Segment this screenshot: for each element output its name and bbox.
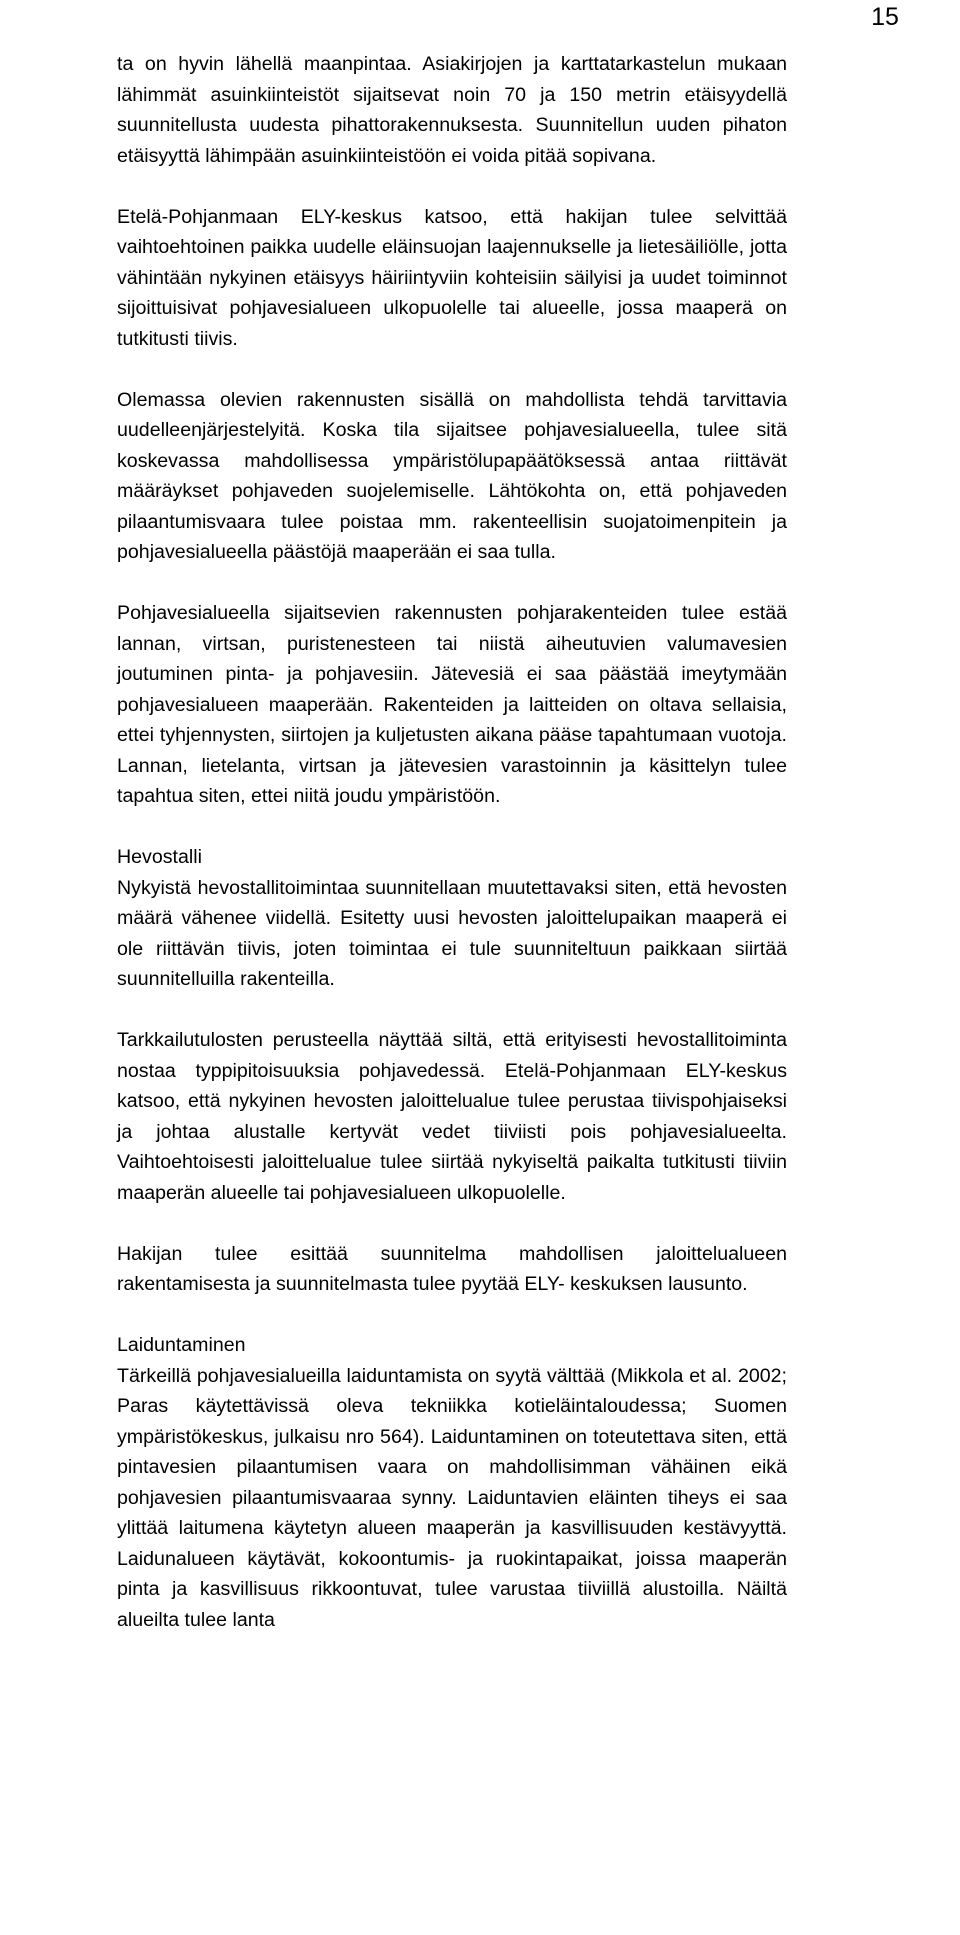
paragraph-6: Tarkkailutulosten perusteella näyttää siltä, että erityisesti hevostallitoiminta nostaa typpipitoisuuksia pohjavedessä. Etelä-Pohjanmaan ELY-keskus katsoo, että nykyinen hevosten jaloittelualue tulee perustaa tiivispohjaiseksi ja johtaa alustalle kertyvät vedet tiiviisti pois pohjavesialueelta. Vaihtoehtoisesti jaloittelualue tulee siirtää nykyiseltä paikalta tutkitusti tiiviin maaperän alueelle tai pohjavesialueen ulkopuolelle. [117,1029,787,1204]
paragraph-4: Pohjavesialueella sijaitsevien rakennusten pohjarakenteiden tulee estää lannan, virtsan, puristenesteen tai niistä aiheutuvien valumavesien joutuminen pinta- ja pohjavesiin. Jätevesiä ei saa päästää imeytymään pohjavesialueen maaperään. Rakenteiden ja laitteiden on oltava sellaisia, ettei tyhjennysten, siirtojen ja kuljetusten aikana pääse tapahtumaan vuotoja. Lannan, lietelanta, virtsan ja jätevesien varastoinnin ja käsittelyn tulee tapahtua siten, ettei niitä joudu ympäristöön. [117,602,787,807]
paragraph-2: Etelä-Pohjanmaan ELY-keskus katsoo, että hakijan tulee selvittää vaihtoehtoinen paikka uudelle eläinsuojan laajennukselle ja lietesäiliölle, jotta vähintään nykyinen etäisyys häiriintyviin kohteisiin säilyisi ja uudet toiminnot sijoittuisivat pohjavesialueen ulkopuolelle tai alueelle, jossa maaperä on tutkitusti tiivis. [117,205,787,350]
paragraph-7: Hakijan tulee esittää suunnitelma mahdollisen jaloittelualueen rakentamisesta ja suunnitelmasta tulee pyytää ELY- keskuksen lausunto. [117,1242,787,1295]
paragraph-5: Nykyistä hevostallitoimintaa suunnitellaan muutettavaksi siten, että hevosten määrä vähenee viidellä. Esitetty uusi hevosten jaloittelupaikan maaperä ei ole riittävän tiivis, joten toimintaa ei tule suunniteltuun paikkaan siirtää suunnitelluilla rakenteilla. [117,876,787,990]
paragraph-1: ta on hyvin lähellä maanpintaa. Asiakirjojen ja karttatarkastelun mukaan lähimmät asuinkiinteistöt sijaitsevat noin 70 ja 150 metrin etäisyydellä suunnitellusta uudesta pihattorakennuksesta. Suunnitellun uuden pihaton etäisyyttä lähimpään asuinkiinteistöön ei voida pitää sopivana. [117,53,787,167]
section-heading-hevostalli: Hevostalli [117,846,202,868]
paragraph-3: Olemassa olevien rakennusten sisällä on mahdollista tehdä tarvittavia uudelleenjärjestelyitä. Koska tila sijaitsee pohjavesialueella, tulee sitä koskevassa mahdollisessa ympäristölupapäätöksessä antaa riittävät määräykset pohjaveden suojelemiselle. Lähtökohta on, että pohjaveden pilaantumisvaara tulee poistaa mm. rakenteellisin suojatoimenpitein ja pohjavesialueella päästöjä maaperään ei saa tulla. [117,388,787,563]
paragraph-8: Tärkeillä pohjavesialueilla laiduntamista on syytä välttää (Mikkola et al. 2002; Paras käytettävissä oleva tekniikka kotieläintaloudessa; Suomen ympäristökeskus, julkaisu nro 564). Laiduntaminen on toteutettava siten, että pintavesien pilaantumisen vaara on mahdollisimman vähäinen eikä pohjavesien pilaantumisvaaraa synny. Laiduntavien eläinten tiheys ei saa ylittää laitumena käytetyn alueen maaperän ja kasvillisuuden kestävyyttä. Laidunalueen käytävät, kokoontumis- ja ruokintapaikat, joissa maaperän pinta ja kasvillisuus rikkoontuvat, tulee varustaa tiiviillä alustoilla. Näiltä alueilta tulee lanta [117,1364,787,1631]
page-number: 15 [871,3,899,31]
document-body [117,49,787,1635]
section-heading-laiduntaminen: Laiduntaminen [117,1334,246,1356]
